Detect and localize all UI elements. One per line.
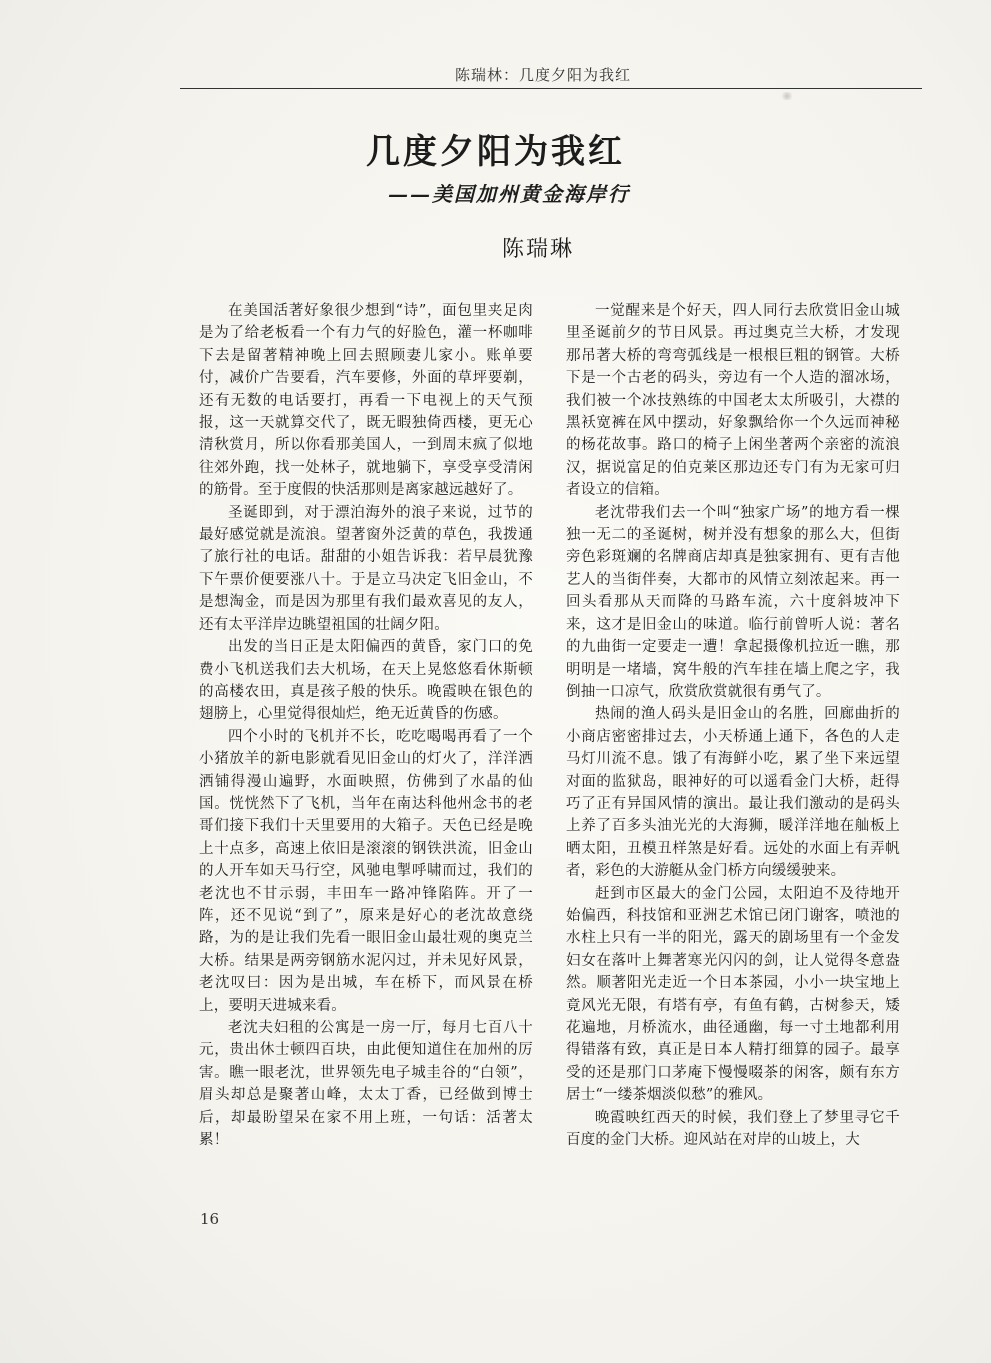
paragraph: 一觉醒来是个好天，四人同行去欣赏旧金山城里圣诞前夕的节日风景。再过奥克兰大桥，才发现那吊著大桥的弯弯弧线是一根根巨粗的钢管。大桥下是一个古老的码头，旁边有一个人造的溜冰场，我们被一个冰技熟练的中国老太太所吸引，大襟的黑袄宽裤在风中摆动，好象飘给你一个久远而神秘的杨花故事。路口的椅子上闲坐著两个亲密的流浪汉，据说富足的伯克莱区那边还专门有为无家可归者设立的信箱。 bbox=[566, 303, 900, 499]
article-title: 几度夕阳为我红 bbox=[366, 132, 625, 172]
right-column bbox=[566, 300, 900, 1151]
paragraph: 晚霞映红西天的时候，我们登上了梦里寻它千百度的金门大桥。迎风站在对岸的山坡上，大 bbox=[566, 1109, 900, 1149]
paragraph: 圣诞即到，对于漂泊海外的浪子来说，过节的最好感觉就是流浪。望著窗外泛黄的草色，我拨通了旅行社的电话。甜甜的小姐告诉我：若早晨犹豫下午票价便要涨八十。于是立马决定飞旧金山，不是想淘金，而是因为那里有我们最欢喜见的友人，还有太平洋岸边眺望祖国的壮阔夕阳。 bbox=[199, 504, 533, 633]
scan-speck bbox=[780, 92, 794, 100]
paragraph: 热闹的渔人码头是旧金山的名胜，回廊曲折的小商店密密排过去，小天桥通上通下，各色的人走马灯川流不息。饿了有海鲜小吃，累了坐下来远望对面的监狱岛，眼神好的可以遥看金门大桥，赶得巧了正有异国风情的演出。最让我们激动的是码头上养了百多头油光光的大海狮，暖洋洋地在舢板上晒太阳，丑模丑样煞是好看。远处的水面上有弄帆者，彩色的大游艇从金门桥方向缓缓驶来。 bbox=[566, 706, 900, 880]
running-header bbox=[180, 62, 922, 89]
left-column bbox=[199, 300, 533, 1151]
paragraph: 在美国活著好象很少想到“诗”，面包里夹足肉是为了给老板看一个有力气的好脸色，灌一杯咖啡下去是留著精神晚上回去照顾妻儿家小。账单要付，减价广告要看，汽车要修，外面的草坪要剃，还有无数的电话要打，再看一下电视上的天气预报，这一天就算交代了，既无暇独倚西楼，更无心清秋赏月，所以你看那美国人，一到周末疯了似地往郊外跑，找一处林子，就地躺下，享受享受清闲的筋骨。至于度假的快活那则是离家越远越好了。 bbox=[199, 303, 533, 499]
paragraph: 四个小时的飞机并不长，吃吃喝喝再看了一个小猪放羊的新电影就看见旧金山的灯火了，洋洋洒洒铺得漫山遍野，水面映照，仿佛到了水晶的仙国。恍恍然下了飞机，当年在南达科他州念书的老哥们接下我们十天里要用的大箱子。天色已经是晚上十点多，高速上依旧是滚滚的钢铁洪流，旧金山的人开车如天马行空，风驰电掣呼啸而过，我们的老沈也不甘示弱，丰田车一路冲锋陷阵。开了一阵，还不见说“到了”，原来是好心的老沈故意绕路，为的是让我们先看一眼旧金山最壮观的奥克兰大桥。结果是两旁钢筋水泥闪过，并未见好风景，老沈叹曰：因为是出城，车在桥下，而风景在桥上，要明天进城来看。 bbox=[199, 728, 533, 1014]
paragraph: 出发的当日正是太阳偏西的黄昏，家门口的免费小飞机送我们去大机场，在天上晃悠悠看休斯顿的高楼农田，真是孩子般的快乐。晚霞映在银色的翅膀上，心里觉得很灿烂，绝无近黄昏的伤感。 bbox=[199, 639, 533, 723]
paragraph: 赶到市区最大的金门公园，太阳迫不及待地开始偏西，科技馆和亚洲艺术馆已闭门谢客，喷池的水柱上只有一半的阳光，露天的剧场里有一个金发妇女在落叶上舞著寒光闪闪的剑，让人觉得冬意盎然。顺著阳光走近一个日本茶园，小小一块宝地上竟风光无限，有塔有亭，有鱼有鹤，古树参天，矮花遍地，月桥流水，曲径通幽，每一寸土地都利用得错落有致，真正是日本人精打细算的园子。最享受的还是那门口茅庵下慢慢啜茶的闲客，颇有东方居士“一缕茶烟淡似愁”的雅风。 bbox=[566, 885, 900, 1104]
article-author: 陈瑞琳 bbox=[501, 237, 574, 262]
page-number: 16 bbox=[200, 1210, 220, 1228]
article-subtitle: ——美国加州黄金海岸行 bbox=[388, 182, 630, 206]
running-header-title: 陈瑞林：几度夕阳为我红 bbox=[455, 66, 632, 84]
paragraph: 老沈带我们去一个叫“独家广场”的地方看一棵独一无二的圣诞树，树并没有想象的那么大，但街旁色彩斑斓的名牌商店却真是独家拥有、更有吉他艺人的当街伴奏，大都市的风情立刻浓起来。再一回头看那从天而降的马路车流，六十度斜坡冲下来，这才是旧金山的味道。临行前曾听人说：著名的九曲街一定要走一遭！拿起摄像机拉近一瞧，那明明是一堵墙，窝牛般的汽车挂在墙上爬之字，我倒抽一口凉气，欣赏欣赏就很有勇气了。 bbox=[566, 504, 900, 700]
paragraph: 老沈夫妇租的公寓是一房一厅，每月七百八十元，贵出休士顿四百块，由此便知道住在加州的厉害。瞧一眼老沈，世界领先电子城圭谷的“白领”，眉头却总是聚著山峰，太太丁香，已经做到博士后，却最盼望呆在家不用上班，一句话：活著太累！ bbox=[199, 1020, 533, 1149]
